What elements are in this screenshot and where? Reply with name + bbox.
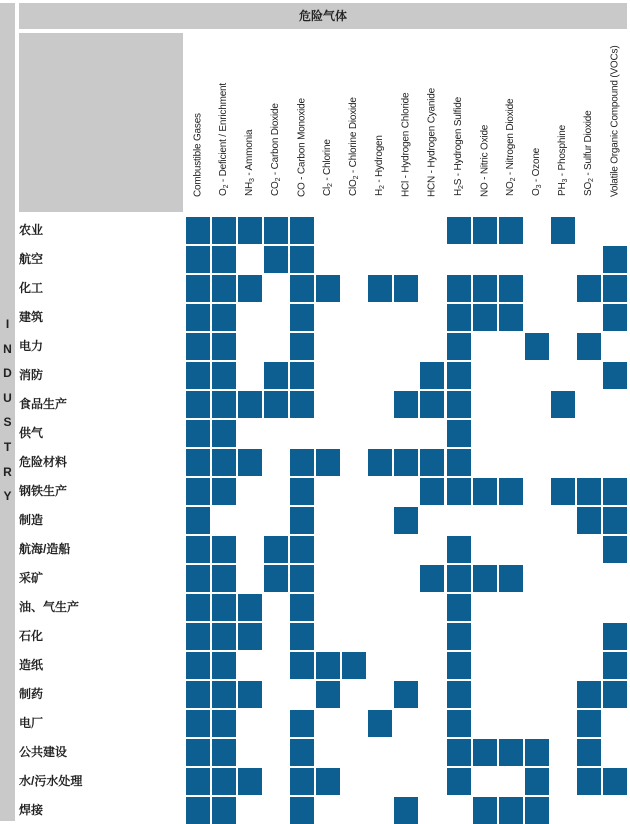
column-header-label: $H_2S$ - Hydrogen Sulfide xyxy=(452,96,465,196)
industry-row-label: 采矿 xyxy=(19,571,44,585)
hazard-cell xyxy=(603,304,627,331)
hazard-cell xyxy=(212,739,236,766)
industry-row-label: 化工 xyxy=(19,281,44,295)
hazard-cell xyxy=(186,565,210,592)
hazard-cell xyxy=(238,275,262,302)
industry-row-label: 制造 xyxy=(19,513,44,527)
hazard-cell xyxy=(577,333,601,360)
column-header-label: $PH_3$ - Phosphine xyxy=(556,125,569,196)
hazard-cell xyxy=(186,768,210,795)
hazard-cell xyxy=(316,275,340,302)
column-header-label: Volatile Organic Compound (VOCs) xyxy=(609,45,621,197)
column-header xyxy=(419,33,445,212)
industry-row-label: 电力 xyxy=(19,339,44,353)
hazard-cell xyxy=(447,304,471,331)
hazard-cell xyxy=(212,217,236,244)
column-header-label: $NH_3$ - Ammonia xyxy=(243,129,256,196)
hazard-cell xyxy=(447,536,471,563)
hazard-cell xyxy=(238,681,262,708)
column-header-label: HCN - Hydrogen Cyanide xyxy=(426,88,438,197)
hazard-cell xyxy=(212,304,236,331)
hazard-cell xyxy=(499,739,523,766)
column-header xyxy=(550,33,576,212)
hazard-cell xyxy=(290,333,314,360)
hazard-cell xyxy=(499,217,523,244)
hazard-cell xyxy=(290,623,314,650)
hazard-cell xyxy=(316,449,340,476)
industry-row-label: 公共建设 xyxy=(19,745,68,759)
hazard-cell xyxy=(212,710,236,737)
hazard-cell xyxy=(603,536,627,563)
hazard-cell xyxy=(186,304,210,331)
industry-row-label: 石化 xyxy=(19,629,44,643)
column-header-label: ClO$_2$ - Chlorine Dioxide xyxy=(348,97,361,196)
industry-row-label: 焊接 xyxy=(19,803,44,817)
side-letter: S xyxy=(3,415,12,430)
hazard-cell xyxy=(212,275,236,302)
hazard-cell xyxy=(577,710,601,737)
hazard-cell xyxy=(212,652,236,679)
hazard-cell xyxy=(447,739,471,766)
hazard-cell xyxy=(212,768,236,795)
hazard-cell xyxy=(316,681,340,708)
hazard-cell xyxy=(290,536,314,563)
column-header xyxy=(315,33,341,212)
hazard-cell xyxy=(447,391,471,418)
column-header-label: $O_3$ - Ozone xyxy=(530,147,543,196)
column-header-label: $Cl_2$ - Chlorine xyxy=(322,139,334,196)
hazard-cell xyxy=(473,304,497,331)
industry-row-label: 油、气生产 xyxy=(19,600,80,614)
hazard-cell xyxy=(290,797,314,824)
industry-row-label: 危险材料 xyxy=(19,455,68,469)
hazard-cell xyxy=(238,768,262,795)
hazard-cell xyxy=(186,275,210,302)
hazard-cell xyxy=(342,652,366,679)
hazard-cell xyxy=(603,246,627,273)
side-letter: Y xyxy=(3,489,12,504)
industry-row-label: 水/污水处理 xyxy=(19,774,83,788)
industry-row-label: 造纸 xyxy=(19,658,44,672)
hazard-cell xyxy=(420,478,444,505)
hazard-cell xyxy=(394,507,418,534)
column-header xyxy=(211,33,237,212)
hazard-cell xyxy=(447,275,471,302)
hazard-cell xyxy=(186,739,210,766)
hazard-cell xyxy=(577,681,601,708)
hazard-cell xyxy=(264,565,288,592)
hazard-cell xyxy=(316,652,340,679)
hazard-cell xyxy=(420,565,444,592)
side-letter: I xyxy=(5,317,10,331)
hazard-cell xyxy=(238,623,262,650)
column-header-label: $CO_2$ - Carbon Dioxide xyxy=(269,103,282,196)
hazard-cell xyxy=(290,507,314,534)
hazard-cell xyxy=(238,449,262,476)
column-header xyxy=(237,33,263,212)
hazard-cell xyxy=(603,652,627,679)
hazard-cell xyxy=(186,246,210,273)
hazard-cell xyxy=(186,623,210,650)
hazard-cell xyxy=(290,246,314,273)
hazard-cell xyxy=(316,768,340,795)
hazard-cell xyxy=(186,652,210,679)
side-letter: N xyxy=(3,341,12,356)
side-letter: U xyxy=(3,390,12,405)
hazard-cell xyxy=(447,768,471,795)
industry-row-label: 农业 xyxy=(19,223,44,237)
hazard-cell xyxy=(290,478,314,505)
hazard-cell xyxy=(368,449,392,476)
column-header-label: $SO_2$ - Sulfur Dioxide xyxy=(583,110,595,196)
hazard-cell xyxy=(212,478,236,505)
hazard-cell xyxy=(212,797,236,824)
header-corner xyxy=(19,33,183,212)
column-header xyxy=(602,33,628,212)
hazard-cell xyxy=(603,275,627,302)
hazard-cell xyxy=(186,536,210,563)
column-header xyxy=(185,33,211,212)
hazard-cell xyxy=(290,768,314,795)
hazard-cell xyxy=(447,449,471,476)
hazard-cell xyxy=(499,565,523,592)
hazard-cell xyxy=(186,217,210,244)
hazard-cell xyxy=(290,739,314,766)
hazard-cell xyxy=(525,333,549,360)
hazard-cell xyxy=(447,623,471,650)
industry-row-label: 制药 xyxy=(19,687,44,701)
hazard-cell xyxy=(212,565,236,592)
hazard-cell xyxy=(264,536,288,563)
hazard-cell xyxy=(186,507,210,534)
column-header xyxy=(393,33,419,212)
hazard-cell xyxy=(368,275,392,302)
hazard-cell xyxy=(290,304,314,331)
hazard-cell xyxy=(447,333,471,360)
hazard-cell xyxy=(212,536,236,563)
hazard-cell xyxy=(186,710,210,737)
hazard-cell xyxy=(551,478,575,505)
side-letter: T xyxy=(3,439,12,454)
hazard-cell xyxy=(551,217,575,244)
industry-row-label: 电厂 xyxy=(19,716,44,730)
industry-row-label: 消防 xyxy=(19,368,44,382)
hazard-cell xyxy=(447,478,471,505)
column-header xyxy=(341,33,367,212)
hazard-cell xyxy=(394,275,418,302)
hazard-cell xyxy=(499,797,523,824)
hazard-cell xyxy=(368,710,392,737)
hazard-cell xyxy=(290,594,314,621)
hazard-cell xyxy=(186,420,210,447)
hazard-cell xyxy=(525,768,549,795)
hazard-cell xyxy=(447,362,471,389)
hazard-cell xyxy=(499,478,523,505)
industry-row-label: 供气 xyxy=(19,426,44,440)
hazard-cell xyxy=(447,594,471,621)
hazard-cell xyxy=(212,246,236,273)
hazard-cell xyxy=(238,391,262,418)
column-header-label: NO - Nitric Oxide xyxy=(479,124,491,197)
table-title: 危险气体 xyxy=(19,3,627,29)
hazard-cell xyxy=(447,710,471,737)
column-header xyxy=(498,33,524,212)
hazard-cell xyxy=(577,507,601,534)
hazard-cell xyxy=(290,565,314,592)
hazard-cell xyxy=(473,797,497,824)
hazard-cell xyxy=(603,681,627,708)
hazard-cell xyxy=(212,420,236,447)
hazard-cell xyxy=(577,275,601,302)
hazard-cell xyxy=(394,681,418,708)
hazard-cell xyxy=(186,797,210,824)
hazard-cell xyxy=(290,362,314,389)
industry-row-label: 食品生产 xyxy=(19,397,68,411)
hazard-cell xyxy=(212,449,236,476)
hazard-cell xyxy=(603,623,627,650)
industry-row-label: 建筑 xyxy=(19,310,44,324)
hazard-cell xyxy=(447,565,471,592)
hazard-cell xyxy=(551,391,575,418)
hazard-cell xyxy=(186,362,210,389)
hazard-cell xyxy=(264,362,288,389)
hazard-cell xyxy=(186,681,210,708)
hazard-cell xyxy=(212,623,236,650)
hazard-cell xyxy=(290,217,314,244)
column-header xyxy=(289,33,315,212)
hazard-cell xyxy=(420,449,444,476)
column-header xyxy=(263,33,289,212)
industry-row-label: 航空 xyxy=(19,252,44,266)
hazard-cell xyxy=(290,391,314,418)
column-header xyxy=(446,33,472,212)
hazard-cell xyxy=(394,449,418,476)
hazard-cell xyxy=(420,391,444,418)
hazard-cell xyxy=(186,391,210,418)
hazard-cell xyxy=(447,652,471,679)
column-header-label: $NO_2$ - Nitrogen Dioxide xyxy=(504,98,517,196)
industry-row-label: 航海/造船 xyxy=(19,542,71,556)
hazard-cell xyxy=(264,217,288,244)
hazard-cell xyxy=(603,362,627,389)
hazard-cell xyxy=(394,391,418,418)
hazard-cell xyxy=(238,217,262,244)
hazard-cell xyxy=(212,333,236,360)
hazard-cell xyxy=(525,797,549,824)
hazard-cell xyxy=(499,275,523,302)
hazard-cell xyxy=(603,768,627,795)
hazard-cell xyxy=(420,362,444,389)
column-header-label: HCl - Hydrogen Chloride xyxy=(400,92,412,197)
hazard-cell xyxy=(499,304,523,331)
hazard-cell xyxy=(473,275,497,302)
hazard-cell xyxy=(603,478,627,505)
hazard-cell xyxy=(264,246,288,273)
hazard-cell xyxy=(186,333,210,360)
hazard-cell xyxy=(186,478,210,505)
hazard-cell xyxy=(473,565,497,592)
hazard-cell xyxy=(290,710,314,737)
hazard-cell xyxy=(525,739,549,766)
hazard-cell xyxy=(394,797,418,824)
hazard-cell xyxy=(447,420,471,447)
hazard-cell xyxy=(447,681,471,708)
column-header xyxy=(367,33,393,212)
hazard-cell xyxy=(186,449,210,476)
hazard-cell xyxy=(577,739,601,766)
hazard-cell xyxy=(447,217,471,244)
hazard-cell xyxy=(212,391,236,418)
column-header xyxy=(472,33,498,212)
column-header-label: CO - Carbon Monoxide xyxy=(296,98,308,197)
hazard-cell xyxy=(212,362,236,389)
column-header xyxy=(576,33,602,212)
column-header-label: $O_2$ - Deficient / Enrichment xyxy=(217,82,230,196)
hazard-cell xyxy=(264,391,288,418)
hazard-cell xyxy=(290,449,314,476)
hazard-cell xyxy=(473,739,497,766)
hazard-cell xyxy=(238,594,262,621)
side-letter: R xyxy=(3,464,12,479)
hazard-cell xyxy=(577,768,601,795)
hazard-cell xyxy=(212,594,236,621)
hazard-cell xyxy=(603,507,627,534)
industry-row-label: 钢铁生产 xyxy=(19,484,68,498)
column-header-label: Combustible Gases xyxy=(192,113,203,197)
hazard-cell xyxy=(290,275,314,302)
column-header xyxy=(524,33,550,212)
side-letter: D xyxy=(3,366,12,381)
hazard-cell xyxy=(290,652,314,679)
hazard-cell xyxy=(473,217,497,244)
hazard-cell xyxy=(212,681,236,708)
hazard-cell xyxy=(186,594,210,621)
column-header-label: $H_2$ - Hydrogen xyxy=(374,135,387,196)
industry-side-label xyxy=(0,312,15,509)
hazard-cell xyxy=(577,478,601,505)
hazard-cell xyxy=(473,478,497,505)
